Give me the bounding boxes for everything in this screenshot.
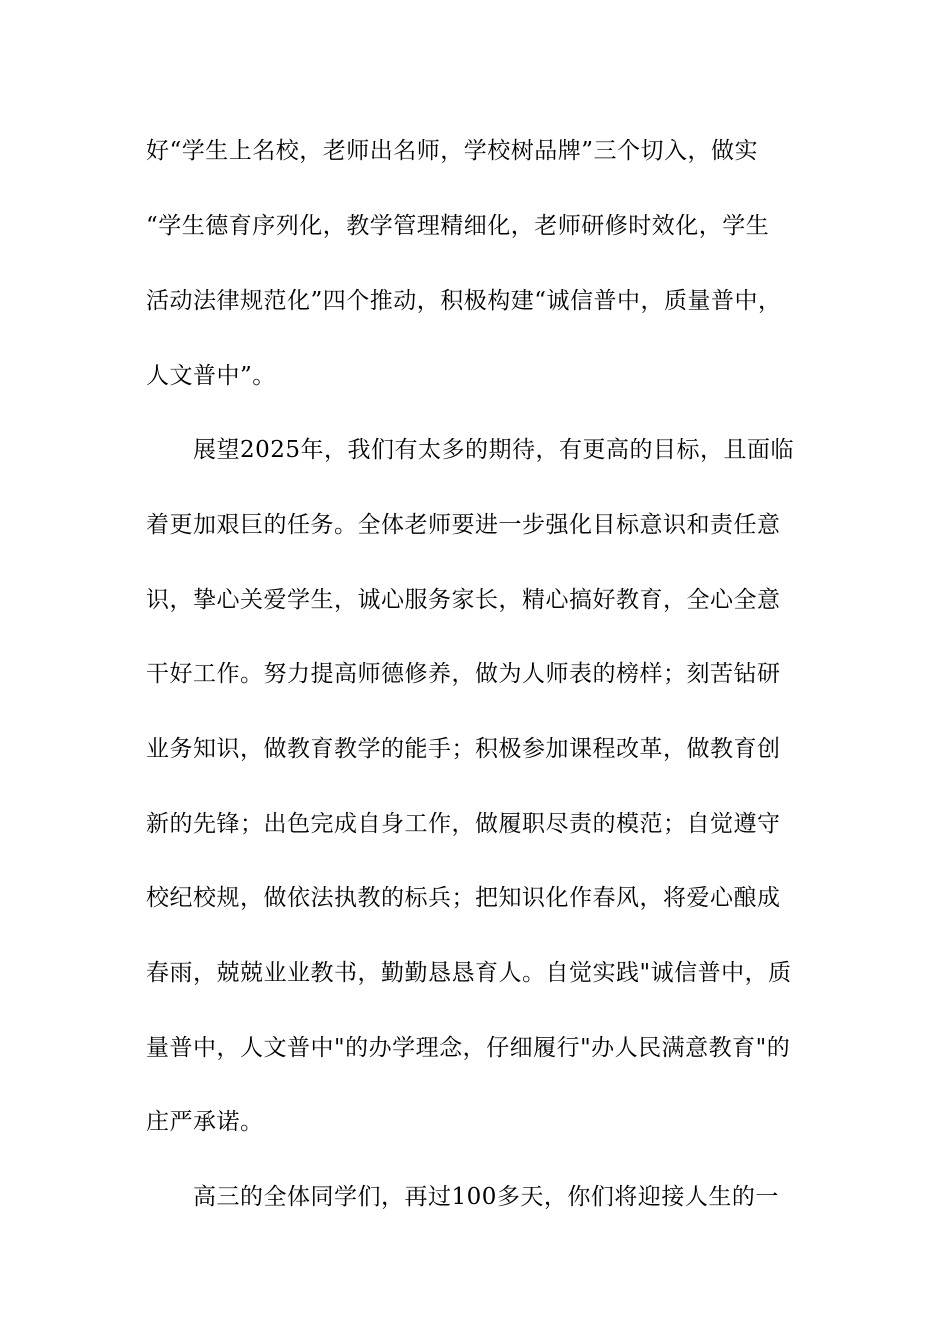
text-line-12: 春雨，兢兢业业教书，勤勤恳恳育人。自觉实践"诚信普中，质	[146, 960, 792, 986]
text-line-8: 干好工作。努力提高师德修养，做为人师表的榜样；刻苦钻研	[146, 661, 781, 687]
text-line-7: 识，挚心关爱学生，诚心服务家长，精心搞好教育，全心全意	[146, 587, 781, 613]
text-line-5: 展望2025年，我们有太多的期待，有更高的目标，且面临	[193, 437, 795, 463]
text-line-9: 业务知识，做教育教学的能手；积极参加课程改革，做教育创	[146, 736, 781, 762]
text-line-10: 新的先锋；出色完成自身工作，做履职尽责的模范；自觉遵守	[146, 811, 781, 837]
text-line-2: “学生德育序列化，教学管理精细化，老师研修时效化，学生	[146, 213, 770, 239]
text-line-1: 好“学生上名校，老师出名师，学校树品牌”三个切入，做实	[146, 138, 759, 164]
text-line-15: 高三的全体同学们，再过100多天，你们将迎接人生的一	[193, 1184, 779, 1210]
text-line-11: 校纪校规，做依法执教的标兵；把知识化作春风，将爱心酿成	[146, 885, 781, 911]
text-line-3: 活动法律规范化”四个推动，积极构建“诚信普中，质量普中，	[146, 288, 782, 314]
text-line-13: 量普中，人文普中"的办学理念，仔细履行"办人民满意教育"的	[146, 1035, 791, 1061]
text-line-4: 人文普中”。	[146, 363, 276, 389]
text-line-14: 庄严承诺。	[146, 1109, 264, 1135]
text-line-6: 着更加艰巨的任务。全体老师要进一步强化目标意识和责任意	[146, 512, 781, 538]
